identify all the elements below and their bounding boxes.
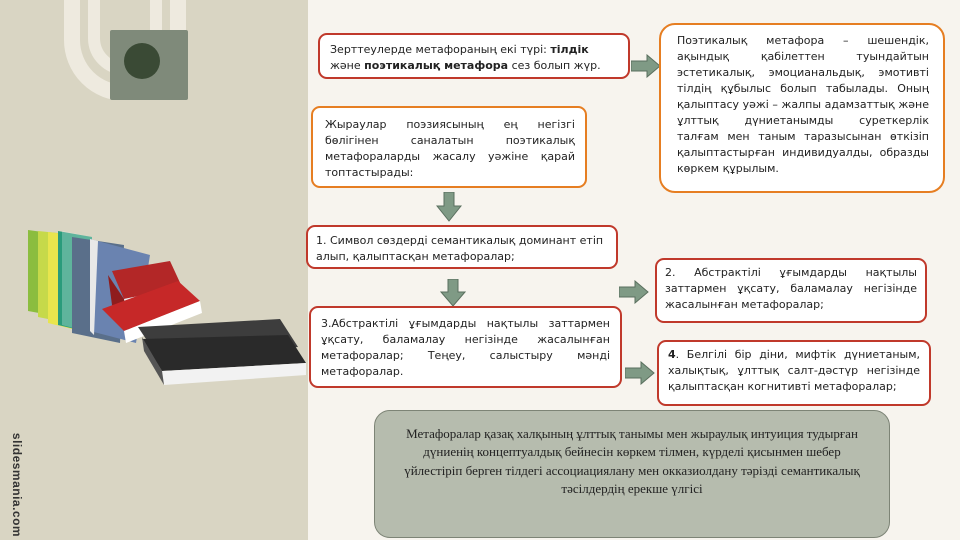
type-2-text: 2. Абстрактілі ұғымдарды нақтылы заттармен ұқсату, баламалау негізінде жасалынған метафоралар;: [665, 266, 917, 311]
type-2-box: [655, 258, 927, 323]
type-3-text: 3.Абстрактілі ұғымдарды нақтылы заттармен ұқсату, баламалау негізінде жасалынған метафоралар; Теңеу, салыстыру мәнді метафоралар.: [321, 317, 610, 378]
poetic-metaphor-definition-box: [659, 23, 945, 193]
intro-text-pre: Зерттеулерде метафораның екі түрі:: [330, 43, 551, 56]
conclusion-box: [374, 410, 890, 538]
arch-decoration: [62, 0, 188, 100]
intro-text-post: сез болып жүр.: [508, 58, 601, 72]
intro-text-mid: және: [330, 58, 365, 72]
poetic-definition-text: Поэтикалық метафора – шешендік, ақындық қабілеттен туындайтын эстетикалық, эмоцианальдық, эмотивті тілдің құбылыс болып табылады. Оның қалыптасу уәжі – жалпы адамзаттық және ұлттық дүниетанымды суреткерлік талғам мен таным таразысынан өткізіп қалыптастырған индивидуалды, образды көркем құрылым.: [677, 34, 929, 175]
type-4-box: [657, 340, 931, 406]
type-4-number: 4: [668, 348, 676, 361]
intro-box: [318, 33, 630, 79]
arrow-right-icon: [625, 361, 655, 385]
intro-bold-poetic: поэтикалық метафора: [364, 58, 509, 72]
arrow-down-icon: [436, 192, 462, 222]
arrow-right-icon: [619, 280, 649, 304]
dark-circle-decoration: [124, 43, 160, 79]
type-4-text: . Белгілі бір діни, мифтік дүниетаным, халықтық, ұлттық салт-дәстүр негізінде қалыптасқан когнитивті метафоралар;: [668, 348, 920, 393]
zhyrau-grouping-text: Жыраулар поэзиясының ең негізгі бөлігінен саналатын поэтикалық метафораларды жасалу уәжіне қарай топтастырады:: [325, 118, 575, 179]
watermark: slidesmania.com: [10, 432, 25, 538]
type-1-text: 1. Символ сөздерді семантикалық доминант етіп алып, қалыптасқан метафоралар;: [316, 234, 604, 263]
arrow-right-icon: [631, 54, 661, 78]
books-illustration: [20, 225, 310, 415]
arrow-down-icon: [440, 279, 466, 307]
conclusion-text: Метафоралар қазақ халқының ұлттық танымы мен жыраулық интуиция тудырған дүниенің концептуалдық бейнесін көркем тілмен, күрделі қисынмен шебер үйлестіріп берген тілдегі ассоциациялану мен окказиолдану тәрізді семантикалық тәсілдердің ерекше үлгісі: [404, 426, 860, 497]
type-1-box: [306, 225, 618, 269]
type-3-box: [309, 306, 622, 388]
intro-bold-lingual: тілдік: [550, 43, 589, 56]
zhyrau-grouping-box: [311, 106, 587, 188]
